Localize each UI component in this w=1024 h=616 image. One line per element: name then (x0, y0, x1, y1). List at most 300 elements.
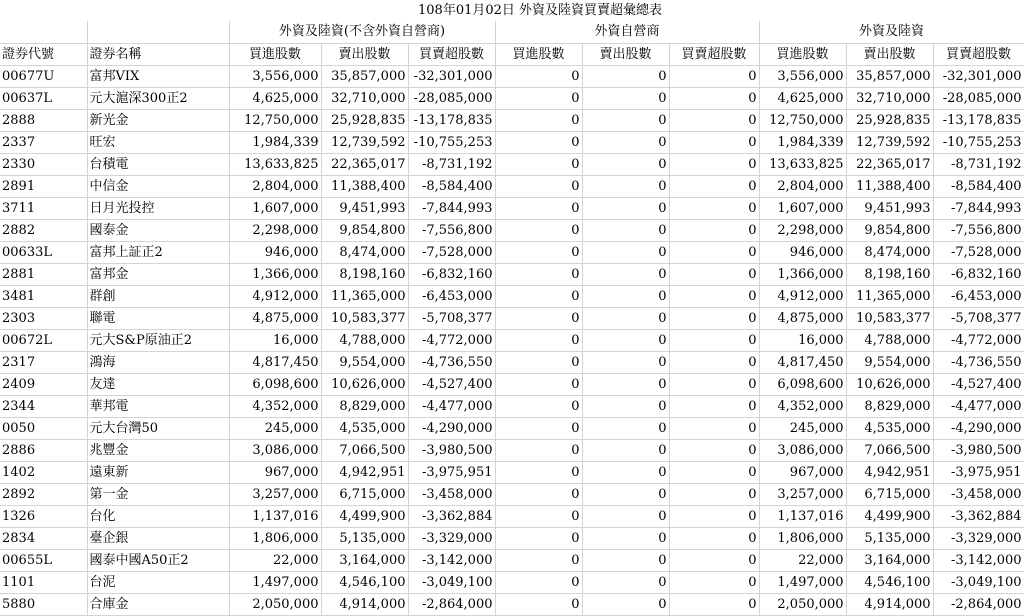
table-cell: 3,556,000 (759, 65, 846, 87)
table-cell: 2,804,000 (229, 175, 321, 197)
table-cell: 4,942,951 (846, 461, 933, 483)
table-cell: 0 (669, 527, 759, 549)
table-cell: 0 (495, 461, 582, 483)
security-name: 群創 (87, 285, 229, 307)
table-cell: 22,000 (759, 549, 846, 571)
table-cell: -8,584,400 (933, 175, 1024, 197)
table-cell: 0 (669, 285, 759, 307)
table-cell: -4,527,400 (933, 373, 1024, 395)
table-cell: 35,857,000 (321, 65, 408, 87)
column-header-buy: 買進股數 (229, 43, 321, 65)
table-cell: 4,535,000 (321, 417, 408, 439)
table-cell: -4,477,000 (933, 395, 1024, 417)
table-cell: 1,366,000 (229, 263, 321, 285)
table-cell: 0 (582, 373, 669, 395)
table-cell: -8,584,400 (408, 175, 495, 197)
table-row (0, 87, 1024, 109)
table-cell: -4,772,000 (408, 329, 495, 351)
table-cell: -4,477,000 (408, 395, 495, 417)
table-cell: 7,066,500 (846, 439, 933, 461)
table-cell: 0 (495, 219, 582, 241)
security-code: 2317 (0, 351, 87, 373)
table-cell: 4,942,951 (321, 461, 408, 483)
table-cell: 1,984,339 (759, 131, 846, 153)
security-name: 臺企銀 (87, 527, 229, 549)
table-cell: 0 (582, 505, 669, 527)
table-cell: 2,050,000 (759, 593, 846, 615)
table-cell: 0 (495, 395, 582, 417)
table-cell: 0 (669, 593, 759, 615)
table-cell: 11,388,400 (321, 175, 408, 197)
table-cell: 0 (669, 109, 759, 131)
table-cell: 25,928,835 (321, 109, 408, 131)
table-cell: 0 (669, 263, 759, 285)
security-code: 1326 (0, 505, 87, 527)
table-cell: 8,198,160 (321, 263, 408, 285)
table-cell: 8,198,160 (846, 263, 933, 285)
table-cell: 11,365,000 (846, 285, 933, 307)
table-cell: 4,875,000 (759, 307, 846, 329)
table-cell: 0 (582, 483, 669, 505)
column-header-dealer-sell: 賣出股數 (582, 43, 669, 65)
table-cell: 0 (582, 351, 669, 373)
table-cell: 1,806,000 (229, 527, 321, 549)
table-row (0, 65, 1024, 87)
column-header-code: 證券代號 (0, 43, 87, 65)
table-cell: 1,984,339 (229, 131, 321, 153)
table-cell: 967,000 (229, 461, 321, 483)
table-cell: 0 (669, 483, 759, 505)
table-cell: -3,329,000 (933, 527, 1024, 549)
security-name: 新光金 (87, 109, 229, 131)
table-cell: -7,528,000 (408, 241, 495, 263)
table-cell: 0 (669, 395, 759, 417)
table-cell: 4,914,000 (846, 593, 933, 615)
table-row (0, 285, 1024, 307)
security-name: 元大S&P原油正2 (87, 329, 229, 351)
table-cell: 946,000 (229, 241, 321, 263)
table-cell: 4,914,000 (321, 593, 408, 615)
table-cell: 0 (495, 593, 582, 615)
security-code: 2888 (0, 109, 87, 131)
table-cell: -4,772,000 (933, 329, 1024, 351)
security-name: 國泰中國A50正2 (87, 549, 229, 571)
table-cell: 0 (669, 87, 759, 109)
table-row (0, 483, 1024, 505)
table-row (0, 241, 1024, 263)
table-cell: -6,832,160 (408, 263, 495, 285)
table-cell: 0 (495, 351, 582, 373)
title-row (0, 0, 1024, 21)
group-header-foreign-investors: 外資及陸資(不含外資自營商) (229, 21, 495, 43)
table-cell: 1,607,000 (229, 197, 321, 219)
table-cell: 967,000 (759, 461, 846, 483)
table-cell: 4,912,000 (229, 285, 321, 307)
security-name: 富邦上証正2 (87, 241, 229, 263)
table-cell: 4,788,000 (846, 329, 933, 351)
table-cell: -3,329,000 (408, 527, 495, 549)
security-name: 合庫金 (87, 593, 229, 615)
column-header-name: 證券名稱 (87, 43, 229, 65)
security-code: 1402 (0, 461, 87, 483)
table-cell: 4,817,450 (229, 351, 321, 373)
table-cell: -28,085,000 (408, 87, 495, 109)
table-cell: 22,000 (229, 549, 321, 571)
table-cell: -4,736,550 (408, 351, 495, 373)
table-cell: 0 (495, 307, 582, 329)
table-cell: 0 (582, 219, 669, 241)
table-row (0, 461, 1024, 483)
table-cell: 0 (495, 87, 582, 109)
table-cell: 3,257,000 (759, 483, 846, 505)
table-cell: -8,731,192 (933, 153, 1024, 175)
security-name: 聯電 (87, 307, 229, 329)
table-cell: -7,528,000 (933, 241, 1024, 263)
column-header-total-sell: 賣出股數 (846, 43, 933, 65)
table-cell: 1,366,000 (759, 263, 846, 285)
table-cell: -7,556,800 (408, 219, 495, 241)
table-cell: -7,844,993 (933, 197, 1024, 219)
table-cell: -2,864,000 (408, 593, 495, 615)
security-name: 華邦電 (87, 395, 229, 417)
table-cell: -10,755,253 (933, 131, 1024, 153)
table-cell: 6,715,000 (846, 483, 933, 505)
table-cell: 9,554,000 (846, 351, 933, 373)
table-cell: 0 (495, 131, 582, 153)
table-cell: 0 (582, 417, 669, 439)
table-cell: 2,050,000 (229, 593, 321, 615)
table-cell: 0 (582, 109, 669, 131)
security-name: 日月光投控 (87, 197, 229, 219)
group-header-foreign-dealers: 外資自營商 (495, 21, 759, 43)
table-row (0, 197, 1024, 219)
table-row (0, 263, 1024, 285)
table-cell: 0 (495, 417, 582, 439)
table-cell: 0 (669, 571, 759, 593)
table-cell: 8,829,000 (321, 395, 408, 417)
table-cell: 7,066,500 (321, 439, 408, 461)
table-cell: 0 (495, 65, 582, 87)
table-cell: 3,086,000 (759, 439, 846, 461)
table-cell: 0 (669, 65, 759, 87)
security-code: 00655L (0, 549, 87, 571)
security-code: 00637L (0, 87, 87, 109)
table-cell: 0 (582, 307, 669, 329)
table-cell: -3,362,884 (933, 505, 1024, 527)
table-cell: 5,135,000 (846, 527, 933, 549)
table-cell: 0 (495, 153, 582, 175)
table-cell: 25,928,835 (846, 109, 933, 131)
table-row (0, 417, 1024, 439)
table-row (0, 307, 1024, 329)
table-cell: 4,912,000 (759, 285, 846, 307)
security-code: 2303 (0, 307, 87, 329)
table-cell: 12,750,000 (229, 109, 321, 131)
table-cell: 3,257,000 (229, 483, 321, 505)
table-cell: 0 (669, 417, 759, 439)
table-cell: -6,453,000 (408, 285, 495, 307)
security-name: 富邦VIX (87, 65, 229, 87)
table-cell: 0 (669, 241, 759, 263)
security-name: 中信金 (87, 175, 229, 197)
security-code: 3711 (0, 197, 87, 219)
table-row (0, 593, 1024, 615)
table-cell: -28,085,000 (933, 87, 1024, 109)
table-cell: 4,875,000 (229, 307, 321, 329)
security-code: 2881 (0, 263, 87, 285)
table-cell: -3,049,100 (933, 571, 1024, 593)
table-cell: 4,788,000 (321, 329, 408, 351)
table-cell: -3,362,884 (408, 505, 495, 527)
table-cell: 4,499,900 (321, 505, 408, 527)
security-code: 5880 (0, 593, 87, 615)
table-cell: 0 (582, 87, 669, 109)
table-cell: 0 (582, 65, 669, 87)
table-cell: 0 (669, 197, 759, 219)
table-row (0, 219, 1024, 241)
table-cell: 4,546,100 (321, 571, 408, 593)
security-code: 2834 (0, 527, 87, 549)
table-cell: 12,739,592 (321, 131, 408, 153)
table-cell: 2,804,000 (759, 175, 846, 197)
security-code: 2882 (0, 219, 87, 241)
table-cell: 8,474,000 (846, 241, 933, 263)
table-row (0, 153, 1024, 175)
table-cell: 2,298,000 (759, 219, 846, 241)
security-code: 00677U (0, 65, 87, 87)
table-cell: 0 (582, 461, 669, 483)
table-cell: 1,497,000 (229, 571, 321, 593)
table-cell: -6,453,000 (933, 285, 1024, 307)
security-name: 友達 (87, 373, 229, 395)
table-cell: 4,352,000 (759, 395, 846, 417)
table-cell: 0 (669, 461, 759, 483)
security-code: 2891 (0, 175, 87, 197)
table-cell: 12,750,000 (759, 109, 846, 131)
security-name: 遠東新 (87, 461, 229, 483)
table-cell: 0 (495, 549, 582, 571)
table-cell: -2,864,000 (933, 593, 1024, 615)
table-cell: 0 (495, 197, 582, 219)
table-cell: 0 (669, 549, 759, 571)
security-name: 台化 (87, 505, 229, 527)
table-cell: -6,832,160 (933, 263, 1024, 285)
security-name: 國泰金 (87, 219, 229, 241)
table-cell: -3,980,500 (933, 439, 1024, 461)
table-cell: 9,451,993 (846, 197, 933, 219)
column-header-total-buy: 買進股數 (759, 43, 846, 65)
security-name: 台泥 (87, 571, 229, 593)
table-row (0, 351, 1024, 373)
table-cell: 4,352,000 (229, 395, 321, 417)
table-cell: 16,000 (759, 329, 846, 351)
security-code: 1101 (0, 571, 87, 593)
table-row (0, 395, 1024, 417)
table-cell: -13,178,835 (408, 109, 495, 131)
table-cell: -4,527,400 (408, 373, 495, 395)
table-cell: 1,607,000 (759, 197, 846, 219)
column-header-dealer-buy: 買進股數 (495, 43, 582, 65)
table-cell: 0 (582, 285, 669, 307)
table-cell: 0 (495, 175, 582, 197)
table-cell: 32,710,000 (846, 87, 933, 109)
table-cell: 0 (582, 571, 669, 593)
table-cell: -3,049,100 (408, 571, 495, 593)
table-cell: 0 (582, 527, 669, 549)
table-cell: 8,474,000 (321, 241, 408, 263)
table-row (0, 527, 1024, 549)
table-cell: 0 (495, 527, 582, 549)
table-cell: 0 (582, 549, 669, 571)
table-cell: 245,000 (759, 417, 846, 439)
table-cell: 0 (495, 109, 582, 131)
table-cell: -32,301,000 (933, 65, 1024, 87)
table-cell: -3,980,500 (408, 439, 495, 461)
table-row (0, 439, 1024, 461)
table-cell: 0 (495, 285, 582, 307)
table-cell: 3,164,000 (321, 549, 408, 571)
table-cell: -3,458,000 (933, 483, 1024, 505)
table-cell: -5,708,377 (408, 307, 495, 329)
security-code: 2344 (0, 395, 87, 417)
table-cell: 0 (582, 593, 669, 615)
security-name: 元大台灣50 (87, 417, 229, 439)
table-cell: 0 (495, 505, 582, 527)
table-cell: 0 (669, 505, 759, 527)
table-cell: 0 (582, 153, 669, 175)
table-cell: 4,817,450 (759, 351, 846, 373)
table-cell: 6,098,600 (759, 373, 846, 395)
table-cell: 946,000 (759, 241, 846, 263)
security-name: 鴻海 (87, 351, 229, 373)
table-cell: 1,806,000 (759, 527, 846, 549)
security-code: 0050 (0, 417, 87, 439)
table-cell: -3,458,000 (408, 483, 495, 505)
table-cell: 0 (669, 175, 759, 197)
table-row (0, 571, 1024, 593)
table-cell: 0 (495, 263, 582, 285)
table-cell: 0 (669, 351, 759, 373)
security-code: 2892 (0, 483, 87, 505)
table-cell: -7,556,800 (933, 219, 1024, 241)
security-code: 2330 (0, 153, 87, 175)
table-cell: 1,137,016 (759, 505, 846, 527)
security-name: 元大滬深300正2 (87, 87, 229, 109)
column-header-total-net: 買賣超股數 (933, 43, 1024, 65)
table-cell: 0 (495, 241, 582, 263)
table-cell: 9,854,800 (846, 219, 933, 241)
table-cell: -4,290,000 (933, 417, 1024, 439)
table-cell: 245,000 (229, 417, 321, 439)
table-cell: 3,164,000 (846, 549, 933, 571)
security-code: 2409 (0, 373, 87, 395)
security-name: 兆豐金 (87, 439, 229, 461)
table-cell: 0 (582, 131, 669, 153)
page-title: 108年01月02日 外資及陸資買賣超彙總表 (418, 3, 663, 18)
table-cell: -3,975,951 (408, 461, 495, 483)
table-cell: -4,736,550 (933, 351, 1024, 373)
table-cell: 10,583,377 (321, 307, 408, 329)
table-cell: 11,388,400 (846, 175, 933, 197)
table-cell: 0 (669, 131, 759, 153)
column-header-row (0, 43, 1024, 65)
table-row (0, 329, 1024, 351)
column-header-net: 買賣超股數 (408, 43, 495, 65)
table-cell: 6,098,600 (229, 373, 321, 395)
table-cell: 16,000 (229, 329, 321, 351)
table-cell: -8,731,192 (408, 153, 495, 175)
table-cell: 1,137,016 (229, 505, 321, 527)
table-cell: 9,854,800 (321, 219, 408, 241)
table-cell: 4,499,900 (846, 505, 933, 527)
table-cell: 2,298,000 (229, 219, 321, 241)
table-cell: 8,829,000 (846, 395, 933, 417)
table-cell: 3,556,000 (229, 65, 321, 87)
table-cell: 4,625,000 (759, 87, 846, 109)
table-cell: -10,755,253 (408, 131, 495, 153)
table-cell: 0 (582, 197, 669, 219)
table-cell: 32,710,000 (321, 87, 408, 109)
security-code: 2337 (0, 131, 87, 153)
security-name: 台積電 (87, 153, 229, 175)
table-cell: 0 (582, 329, 669, 351)
security-code: 00672L (0, 329, 87, 351)
table-cell: -3,975,951 (933, 461, 1024, 483)
group-header-foreign-total: 外資及陸資 (759, 21, 1024, 43)
group-header-row (0, 21, 1024, 43)
table-cell: 4,535,000 (846, 417, 933, 439)
table-cell: 11,365,000 (321, 285, 408, 307)
table-cell: 12,739,592 (846, 131, 933, 153)
security-code: 2886 (0, 439, 87, 461)
table-row (0, 131, 1024, 153)
table-cell: 3,086,000 (229, 439, 321, 461)
table-cell: 4,625,000 (229, 87, 321, 109)
table-cell: -7,844,993 (408, 197, 495, 219)
column-header-sell: 賣出股數 (321, 43, 408, 65)
table-cell: -3,142,000 (408, 549, 495, 571)
table-row (0, 505, 1024, 527)
table-cell: -4,290,000 (408, 417, 495, 439)
table-cell: 22,365,017 (846, 153, 933, 175)
table-cell: 0 (582, 241, 669, 263)
table-cell: 10,626,000 (846, 373, 933, 395)
table-cell: 5,135,000 (321, 527, 408, 549)
security-code: 00633L (0, 241, 87, 263)
table-row (0, 373, 1024, 395)
table-cell: 0 (669, 329, 759, 351)
table-cell: -3,142,000 (933, 549, 1024, 571)
table-cell: 0 (582, 175, 669, 197)
table-cell: 1,497,000 (759, 571, 846, 593)
table-cell: 0 (582, 439, 669, 461)
table-cell: 9,554,000 (321, 351, 408, 373)
table-cell: 0 (669, 307, 759, 329)
table-cell: 0 (495, 483, 582, 505)
table-cell: 22,365,017 (321, 153, 408, 175)
table-cell: 0 (669, 373, 759, 395)
table-cell: -13,178,835 (933, 109, 1024, 131)
table-cell: 0 (495, 571, 582, 593)
security-name: 富邦金 (87, 263, 229, 285)
table-cell: 0 (495, 373, 582, 395)
table-cell: -5,708,377 (933, 307, 1024, 329)
table-cell: 0 (669, 219, 759, 241)
table-cell: 10,583,377 (846, 307, 933, 329)
security-name: 第一金 (87, 483, 229, 505)
table-row (0, 549, 1024, 571)
table-cell: 9,451,993 (321, 197, 408, 219)
